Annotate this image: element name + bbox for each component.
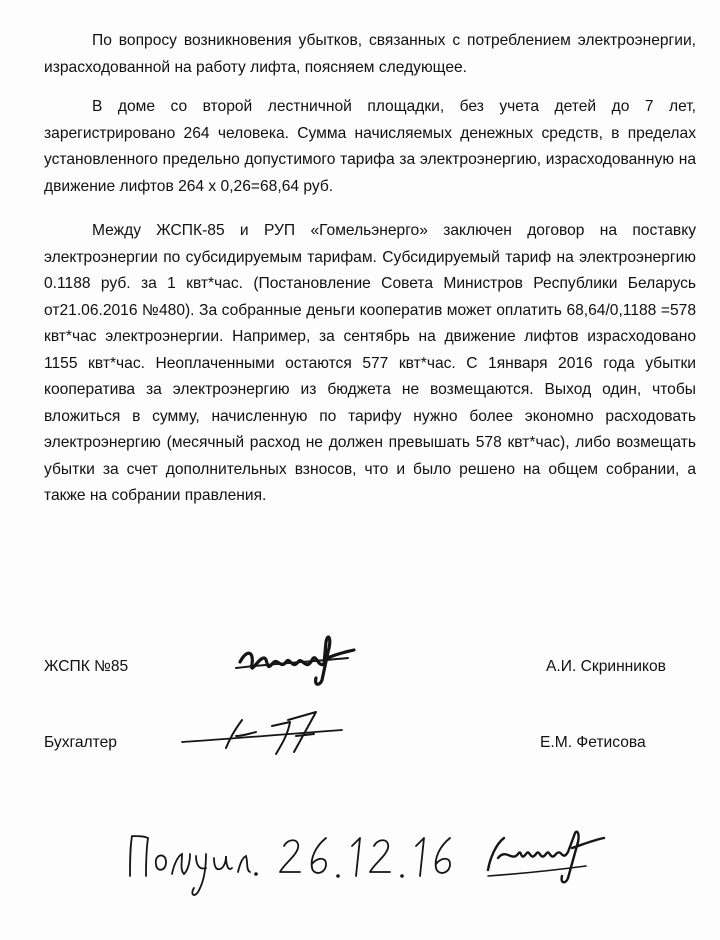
org-label: ЖСПК №85 — [44, 658, 129, 675]
accountant-name: Е.М. Фетисова — [540, 734, 646, 751]
chairman-name: А.И. Скринников — [546, 658, 666, 675]
paragraph-contract: Между ЖСПК-85 и РУП «Гомельэнерго» заключен договор на поставку электроэнергии по субсидируемым тарифам. Субсидируемый тариф на электроэнергию 0.1188 руб. за 1 квт*час. (Постановление Совета Министров Республики Беларусь от21.06.2016 №480). За собранные деньги кооператив может оплатить 68,64/0,1188 =578 квт*час электроэнергии. Например, за сентябрь на движение лифтов израсходовано 1155 квт*час. Неоплаченными остаются 577 квт*час. С 1января 2016 года убытки кооператива за электроэнергию из бюджета не возмещаются. Выход один, чтобы вложиться в сумму, начисленную по тарифу нужно более экономно расходовать электроэнергию (месячный расход не должен превышать 578 квт*час), либо возмещать убытки за счет дополнительных взносов, что и было решено на общем собрании, а также на собрании правления. — [44, 222, 696, 504]
chairman-signature — [228, 628, 358, 688]
accountant-label: Бухгалтер — [44, 734, 117, 751]
paragraph-intro: По вопросу возникновения убытков, связанных с потреблением электроэнергии, израсходованной на работу лифта, поясняем следующее. — [44, 32, 696, 76]
handwritten-receipt-note — [116, 818, 616, 906]
accountant-signature — [176, 706, 346, 758]
paragraph-residents: В доме со второй лестничной площадки, без учета детей до 7 лет, зарегистрировано 264 человека. Сумма начисляемых денежных средств, в пределах установленного предельно допустимого тарифа за электроэнергию, израсходованную на движение лифтов 264 х 0,26=68,64 руб. — [44, 98, 696, 195]
